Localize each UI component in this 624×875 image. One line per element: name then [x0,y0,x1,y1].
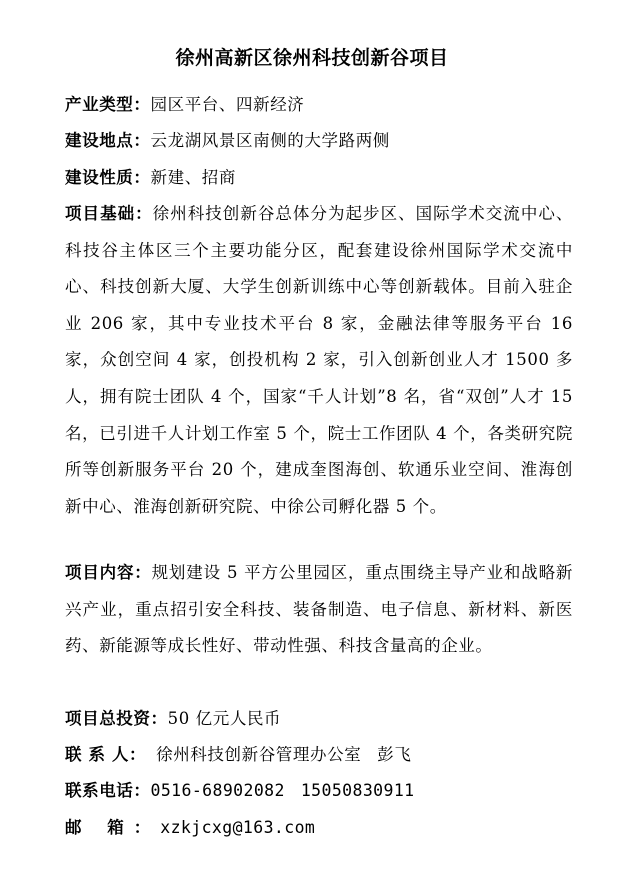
field-investment-value: 50 亿元人民币 [167,709,282,728]
field-content-value: 规划建设 5 平方公里园区，重点围绕主导产业和战略新兴产业，重点招引安全科技、装备制造、电子信息、新材料、新医药、新能源等成长性好、带动性强、科技含量高的企业。 [65,563,573,656]
field-industry-type-label: 产业类型： [65,95,151,114]
field-industry-type [65,87,573,124]
field-nature-label: 建设性质： [65,168,151,187]
field-phone [65,773,573,810]
field-phone-label: 联系电话： [65,781,151,800]
field-location-value: 云龙湖风景区南侧的大学路两侧 [150,131,390,150]
field-nature [65,160,573,197]
field-foundation [65,196,573,525]
field-investment-label: 项目总投资： [65,709,168,728]
field-email-value: xzkjcxg@163.com [160,818,316,837]
field-phone-mobile: 15050830911 [300,781,415,800]
document-title: 徐州高新区徐州科技创新谷项目 [175,47,449,69]
field-phone-tel: 0516-68902082 [150,781,285,800]
field-email [65,810,573,847]
field-industry-type-value: 园区平台、四新经济 [150,95,305,114]
field-contact-label: 联 系 人： [65,745,147,764]
field-location [65,123,573,160]
field-contact-person: 彭飞 [377,745,412,764]
field-foundation-label: 项目基础： [65,204,153,223]
field-email-label: 邮 箱： [65,818,161,837]
field-contact [65,737,573,774]
field-nature-value: 新建、招商 [150,168,236,187]
field-location-label: 建设地点： [65,131,151,150]
field-content [65,555,573,665]
field-contact-org: 徐州科技创新谷管理办公室 [156,745,362,764]
field-foundation-value: 徐州科技创新谷总体分为起步区、国际学术交流中心、科技谷主体区三个主要功能分区，配套建设徐州国际学术交流中心、科技创新大厦、大学生创新训练中心等创新载体。目前入驻企业 206 家，其中专业技术平台 8 家，金融法律等服务平台 16 家，众创空间 4 家，创投机构 2 家，引入创新创业人才 1500 多人，拥有院士团队 4 个，国家“千人计划”8 名，省“双创”人才 15 名，已引进千人计划工作室 5 个，院士工作团队 4 个，各类研究院所等创新服务平台 20 个，建成奎图海创、软通乐业空间、淮海创新中心、淮海创新研究院、中徐公司孵化器 5 个。 [65,204,574,516]
field-investment [65,701,573,738]
field-content-label: 项目内容： [65,563,152,582]
